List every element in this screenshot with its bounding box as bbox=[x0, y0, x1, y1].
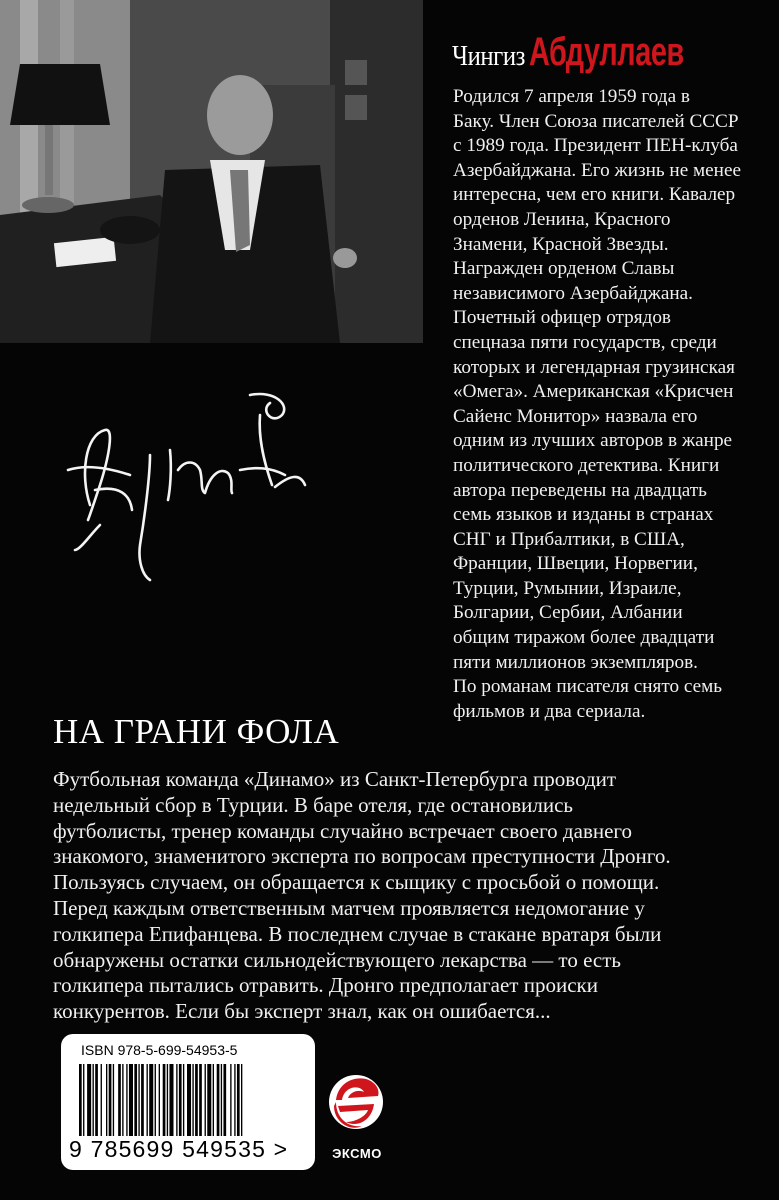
annotation-line: голкипера пытались отравить. Дронго предполагает происки bbox=[53, 973, 598, 998]
barcode-bar bbox=[155, 1064, 156, 1136]
bio-line: автора переведены на двадцать bbox=[453, 479, 707, 501]
bio-line: Почетный офицер отрядов bbox=[453, 307, 671, 329]
barcode-bar bbox=[159, 1064, 160, 1136]
bio-line: Азербайджана. Его жизнь не менее bbox=[453, 159, 741, 181]
bio-line: политического детектива. Книги bbox=[453, 454, 720, 476]
bio-line: Баку. Член Союза писателей СССР bbox=[453, 110, 739, 132]
barcode-bar bbox=[163, 1064, 166, 1136]
barcode-bar bbox=[93, 1064, 94, 1136]
author-first-name: Чингиз bbox=[452, 40, 525, 72]
bio-line: пяти миллионов экземпляров. bbox=[453, 651, 698, 673]
bio-line: Знамени, Красной Звезды. bbox=[453, 233, 669, 255]
author-last-name: Абдуллаев bbox=[529, 30, 685, 74]
barcode-bar bbox=[230, 1064, 231, 1136]
barcode-bar bbox=[134, 1064, 137, 1136]
bio-line: Родился 7 апреля 1959 года в bbox=[453, 86, 690, 107]
isbn-label: ISBN 978-5-699-54953-5 bbox=[81, 1042, 238, 1058]
annotation-line: Футбольная команда «Динамо» из Санкт-Петербурга проводит bbox=[53, 767, 617, 791]
barcode-bar bbox=[221, 1064, 222, 1136]
publisher-name: ЭКСМО bbox=[332, 1146, 382, 1161]
signature-icon bbox=[60, 375, 320, 590]
annotation-line: Перед каждым ответственным матчем проявляется недомогание у bbox=[53, 895, 645, 920]
bio-line: фильмов и два сериала. bbox=[453, 700, 646, 722]
barcode-bar bbox=[95, 1064, 98, 1136]
isbn-barcode bbox=[61, 1034, 315, 1170]
book-annotation bbox=[53, 767, 743, 1025]
barcode-bar bbox=[138, 1064, 139, 1136]
bio-line: орденов Ленина, Красного bbox=[453, 208, 671, 230]
barcode-bar bbox=[179, 1064, 182, 1136]
author-portrait-icon bbox=[0, 0, 423, 343]
eksmo-logo-icon bbox=[324, 1062, 388, 1148]
annotation-line: конкурентов. Если бы эксперт знал, как он ошибается... bbox=[53, 999, 551, 1024]
bio-line: Турции, Румынии, Израиле, bbox=[453, 577, 682, 599]
bio-line: которых и легендарная грузинская bbox=[453, 356, 735, 378]
barcode-bar bbox=[223, 1064, 226, 1136]
bio-line: Болгарии, Сербии, Албании bbox=[453, 602, 683, 624]
bio-line: независимого Азербайджана. bbox=[453, 282, 693, 304]
barcode-bar bbox=[183, 1064, 184, 1136]
barcode-bar bbox=[141, 1064, 144, 1136]
barcode-bar bbox=[118, 1064, 121, 1136]
barcode-bar bbox=[129, 1064, 133, 1136]
barcode-bar bbox=[205, 1064, 206, 1136]
author-bio bbox=[453, 85, 753, 724]
bio-line: семь языков и изданы в странах bbox=[453, 504, 714, 526]
bio-line: интересна, чем его книги. Кавалер bbox=[453, 184, 736, 206]
barcode-bar bbox=[122, 1064, 123, 1136]
bio-line: «Омега». Американская «Крисчен bbox=[453, 381, 734, 403]
book-title: НА ГРАНИ ФОЛА bbox=[53, 712, 340, 751]
annotation-line: знакомого, знаменитого эксперта по вопросам преступности Дронго. bbox=[53, 844, 671, 869]
annotation-line: Пользуясь случаем, он обращается к сыщику с просьбой о помощи. bbox=[53, 870, 660, 895]
barcode-bar bbox=[199, 1064, 202, 1136]
bio-line: спецназа пяти государств, среди bbox=[453, 331, 717, 353]
barcode-bar bbox=[167, 1064, 168, 1136]
barcode-bar bbox=[195, 1064, 198, 1136]
bio-line: СНГ и Прибалтики, в США, bbox=[453, 528, 685, 550]
barcode-bar bbox=[87, 1064, 91, 1136]
barcode-bar bbox=[217, 1064, 220, 1136]
barcode-bar bbox=[101, 1064, 102, 1136]
bio-line: Сайенс Монитор» назвала его bbox=[453, 405, 698, 427]
barcode-bar bbox=[241, 1064, 242, 1136]
barcode-bar bbox=[113, 1064, 114, 1136]
barcode-bar bbox=[187, 1064, 191, 1136]
barcode-bar bbox=[213, 1064, 214, 1136]
barcode-bar bbox=[83, 1064, 84, 1136]
bio-line: Франции, Швеции, Норвегии, bbox=[453, 553, 698, 575]
barcode-bar bbox=[237, 1064, 240, 1136]
barcode-bar bbox=[192, 1064, 193, 1136]
bio-line: одним из лучших авторов в жанре bbox=[453, 430, 733, 452]
barcode-bar bbox=[234, 1064, 235, 1136]
annotation-line: недельный сбор в Турции. В баре отеля, где остановились bbox=[53, 792, 573, 817]
barcode-icon bbox=[77, 1064, 299, 1138]
barcode-bar bbox=[106, 1064, 107, 1136]
barcode-bar bbox=[147, 1064, 148, 1136]
author-name bbox=[452, 30, 744, 75]
barcode-bar bbox=[126, 1064, 127, 1136]
bio-line: с 1989 года. Президент ПЕН-клуба bbox=[453, 135, 738, 157]
annotation-line: футболисты, тренер команды случайно встречает своего давнего bbox=[53, 818, 633, 843]
barcode-bar bbox=[169, 1064, 173, 1136]
barcode-bar bbox=[207, 1064, 211, 1136]
author-photo bbox=[0, 0, 423, 343]
bio-line: По романам писателя снято семь bbox=[453, 676, 723, 698]
barcode-bar bbox=[79, 1064, 82, 1136]
barcode-bar bbox=[109, 1064, 112, 1136]
bio-line: Награжден орденом Славы bbox=[453, 258, 675, 280]
bio-line: общим тиражом более двадцати bbox=[453, 627, 715, 649]
barcode-bar bbox=[176, 1064, 177, 1136]
annotation-line: голкипера Епифанцева. В последнем случае в стакане вратаря были bbox=[53, 921, 662, 946]
barcode-bar bbox=[149, 1064, 153, 1136]
isbn-digits: 9 785699 549535 > bbox=[69, 1136, 289, 1162]
annotation-line: обнаружены остатки сильнодействующего лекарства — то есть bbox=[53, 947, 622, 972]
